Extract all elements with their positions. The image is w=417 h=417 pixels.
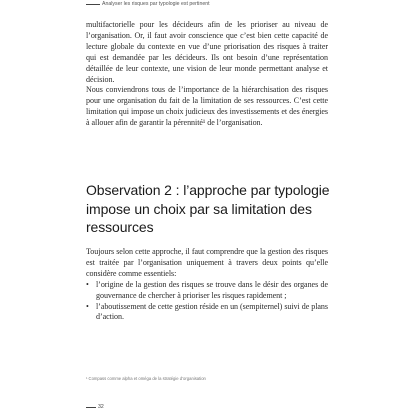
list-item-text: l’origine de la gestion des risques se trouve dans le désir des organes de gouvernance de chercher à prioriser les risques rapidement ;: [96, 279, 328, 300]
intro-paragraph: Nous conviendrons tous de l’importance de la hiérarchisation des risques pour une organisation du fait de la limitation de ses ressources. C’est cette limitation qui impose un choix judicieux des investissements et des énergies à allouer afin de garantir la pérennité¹ de l’organisation.: [86, 85, 328, 128]
page-number-value: 32: [98, 404, 104, 410]
section-heading: Observation 2 : l’approche par typologie impose un choix par sa limitation des ressources: [86, 182, 330, 235]
list-item-text: l’aboutissement de cette gestion réside en un (sempiternel) suivi de plans d’action.: [96, 301, 328, 322]
bullet-icon: •: [86, 301, 89, 311]
running-header: [86, 1, 210, 7]
page-number-rule: [86, 407, 96, 408]
footnote: ¹ Compass comme alpha et oméga de la stratégie d’organisation: [86, 376, 206, 381]
header-rule: [86, 4, 100, 5]
lead-paragraph: Toujours selon cette approche, il faut comprendre que la gestion des risques est traitée par l’organisation uniquement à travers deux points qu’elle considère comme essentiels:: [86, 247, 328, 278]
page-number: [86, 404, 104, 410]
list-item: [86, 302, 328, 324]
running-title: Analyser les risques par typologie est pertinent: [102, 1, 210, 7]
intro-text: [86, 20, 328, 129]
list-item: [86, 280, 328, 302]
section-body: [86, 247, 328, 323]
bullet-icon: •: [86, 279, 89, 289]
intro-paragraph: multifactorielle pour les décideurs afin de les prioriser au niveau de l’organisation. Or, il faut avoir conscience que c’est bien cette capacité de lecture globale du contexte en vue d’une priorisation des risques à traiter qui est demandée par les décideurs. Ils ont besoin d’une représentation détaillée de leur contexte, une vision de leur monde permettant analyse et décision.: [86, 20, 328, 84]
bullet-list: [86, 280, 328, 324]
